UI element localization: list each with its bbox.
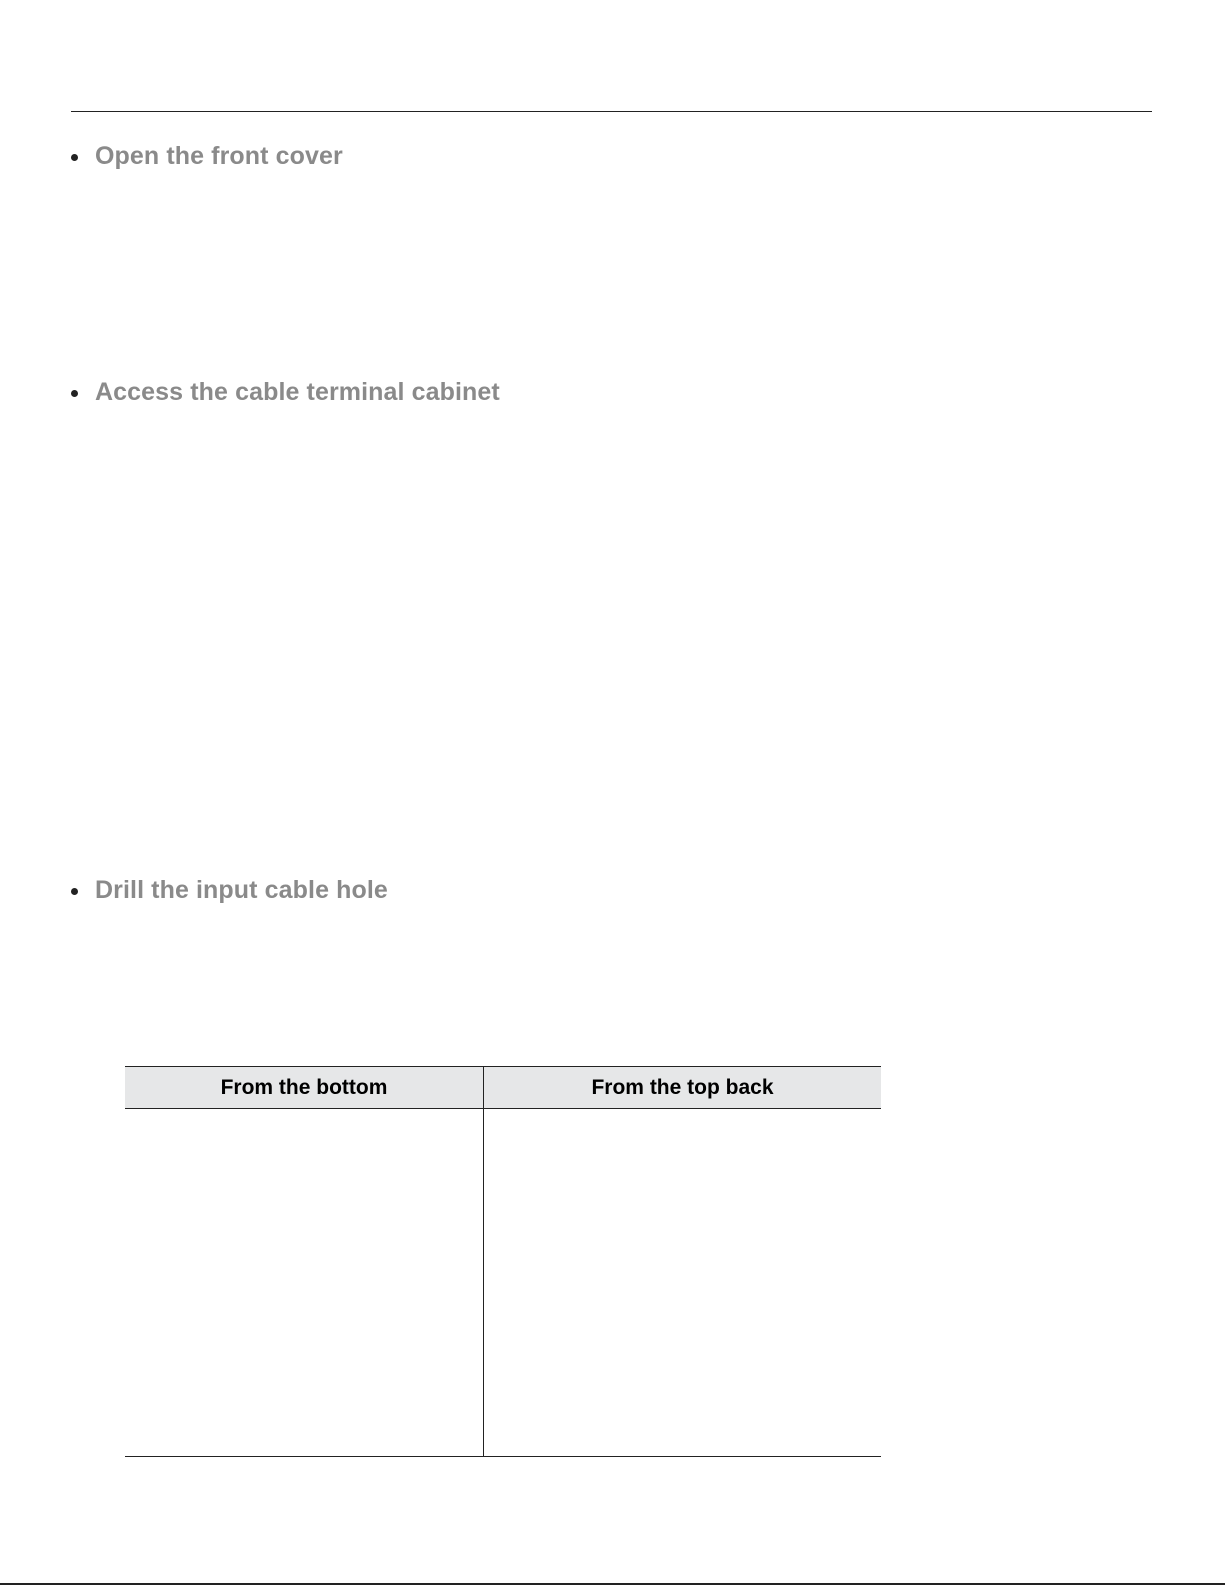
section-heading: Access the cable terminal cabinet [95, 377, 500, 406]
section-drill-input-cable-hole [71, 874, 388, 906]
top-rule [71, 111, 1152, 112]
bullet-icon [71, 888, 78, 895]
table-bottom-rule [125, 1456, 881, 1457]
cable-entry-table [125, 1066, 881, 1457]
table-header-from-bottom: From the bottom [220, 1076, 388, 1099]
table-cell-from-top-back [484, 1109, 881, 1456]
bullet-icon [71, 390, 78, 397]
table-header-from-top-back: From the top back [591, 1076, 774, 1099]
section-heading: Open the front cover [95, 141, 343, 170]
table-column-divider [483, 1066, 484, 1457]
section-open-front-cover [71, 140, 343, 172]
section-access-cable-terminal-cabinet [71, 376, 500, 408]
table-header-row [125, 1066, 881, 1109]
bullet-icon [71, 154, 78, 161]
table-cell-from-bottom [125, 1109, 483, 1456]
section-heading: Drill the input cable hole [95, 875, 388, 904]
